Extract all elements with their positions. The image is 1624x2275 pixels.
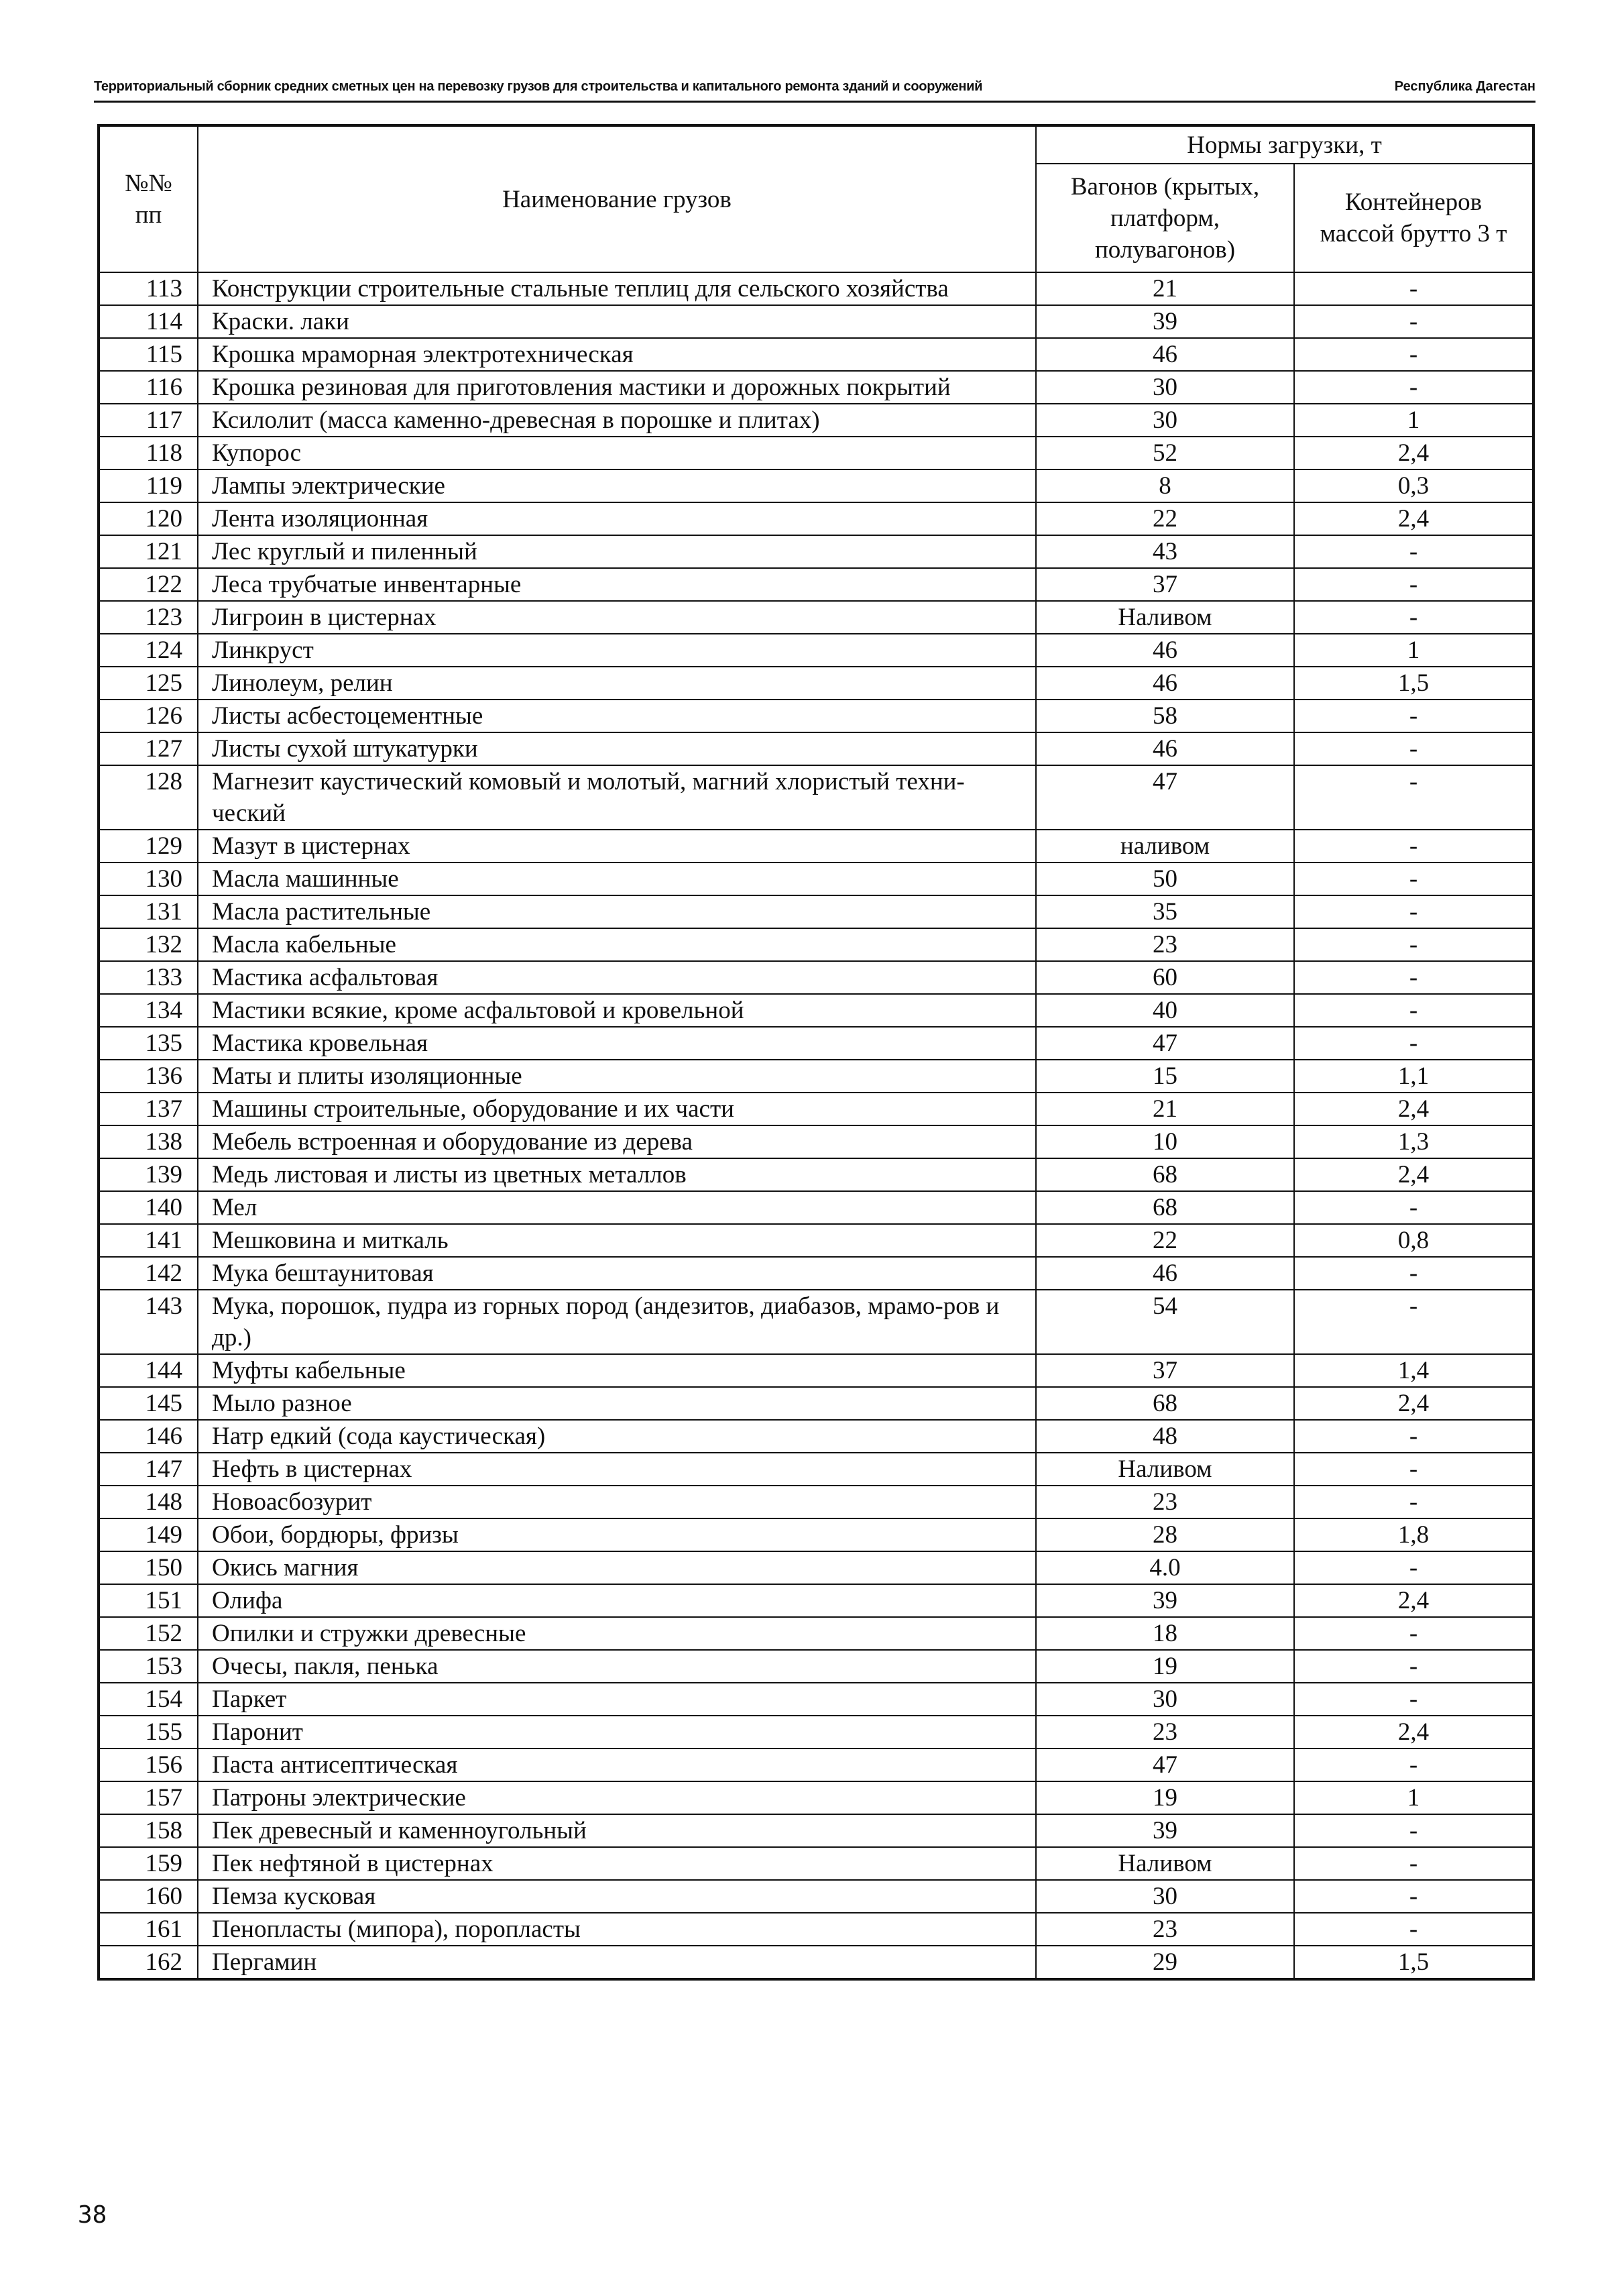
row-number: 123 bbox=[99, 601, 198, 634]
wagon-norm: 4.0 bbox=[1036, 1551, 1294, 1584]
row-number: 132 bbox=[99, 928, 198, 961]
cargo-name: Масла машинные bbox=[198, 863, 1036, 895]
column-header-name: Наименование грузов bbox=[198, 125, 1036, 272]
table-row bbox=[99, 1290, 1533, 1354]
wagon-norm: Наливом bbox=[1036, 1453, 1294, 1486]
wagon-norm: 30 bbox=[1036, 404, 1294, 437]
container-norm: 2,4 bbox=[1294, 1093, 1533, 1125]
table-row bbox=[99, 1486, 1533, 1518]
table-row bbox=[99, 1683, 1533, 1716]
table-row bbox=[99, 1093, 1533, 1125]
wagon-norm: 43 bbox=[1036, 535, 1294, 568]
container-norm: 1 bbox=[1294, 1781, 1533, 1814]
row-number: 118 bbox=[99, 437, 198, 469]
row-number: 121 bbox=[99, 535, 198, 568]
cargo-name: Машины строительные, оборудование и их части bbox=[198, 1093, 1036, 1125]
wagon-norm: 68 bbox=[1036, 1191, 1294, 1224]
row-number: 115 bbox=[99, 338, 198, 371]
cargo-name: Мебель встроенная и оборудование из дерева bbox=[198, 1125, 1036, 1158]
table-row bbox=[99, 700, 1533, 732]
cargo-name: Лампы электрические bbox=[198, 469, 1036, 502]
row-number: 141 bbox=[99, 1224, 198, 1257]
container-norm: 1,5 bbox=[1294, 1946, 1533, 1979]
wagon-norm: 15 bbox=[1036, 1060, 1294, 1093]
container-norm: 0,3 bbox=[1294, 469, 1533, 502]
column-header-norms: Нормы загрузки, т bbox=[1036, 125, 1533, 164]
row-number: 159 bbox=[99, 1847, 198, 1880]
table-row bbox=[99, 961, 1533, 994]
row-number: 131 bbox=[99, 895, 198, 928]
table-row bbox=[99, 1913, 1533, 1946]
table-row bbox=[99, 1847, 1533, 1880]
table-row bbox=[99, 371, 1533, 404]
row-number: 137 bbox=[99, 1093, 198, 1125]
row-number: 150 bbox=[99, 1551, 198, 1584]
container-norm: - bbox=[1294, 338, 1533, 371]
row-number: 113 bbox=[99, 272, 198, 305]
container-norm: - bbox=[1294, 272, 1533, 305]
table-row bbox=[99, 1584, 1533, 1617]
wagon-norm: 48 bbox=[1036, 1420, 1294, 1453]
container-norm: 2,4 bbox=[1294, 1387, 1533, 1420]
row-number: 124 bbox=[99, 634, 198, 667]
cargo-name: Мука бештаунитовая bbox=[198, 1257, 1036, 1290]
cargo-name: Окись магния bbox=[198, 1551, 1036, 1584]
container-norm: 1,1 bbox=[1294, 1060, 1533, 1093]
row-number: 122 bbox=[99, 568, 198, 601]
cargo-name: Опилки и стружки древесные bbox=[198, 1617, 1036, 1650]
wagon-norm: 30 bbox=[1036, 1880, 1294, 1913]
cargo-name: Лигроин в цистернах bbox=[198, 601, 1036, 634]
wagon-norm: 22 bbox=[1036, 502, 1294, 535]
table-row bbox=[99, 1191, 1533, 1224]
wagon-norm: 68 bbox=[1036, 1387, 1294, 1420]
container-norm: 2,4 bbox=[1294, 1584, 1533, 1617]
row-number: 148 bbox=[99, 1486, 198, 1518]
wagon-norm: 68 bbox=[1036, 1158, 1294, 1191]
container-norm: - bbox=[1294, 1814, 1533, 1847]
cargo-name: Магнезит каустический комовый и молотый, магний хлористый техни-ческий bbox=[198, 765, 1036, 830]
container-norm: - bbox=[1294, 863, 1533, 895]
container-norm: 1 bbox=[1294, 634, 1533, 667]
table-row bbox=[99, 1551, 1533, 1584]
container-norm: 1,3 bbox=[1294, 1125, 1533, 1158]
table-row bbox=[99, 1716, 1533, 1749]
container-norm: 2,4 bbox=[1294, 1158, 1533, 1191]
container-norm: 1 bbox=[1294, 404, 1533, 437]
cargo-name: Листы асбестоцементные bbox=[198, 700, 1036, 732]
cargo-name: Нефть в цистернах bbox=[198, 1453, 1036, 1486]
wagon-norm: 23 bbox=[1036, 1913, 1294, 1946]
table-row bbox=[99, 535, 1533, 568]
wagon-norm: 39 bbox=[1036, 1814, 1294, 1847]
container-norm: - bbox=[1294, 830, 1533, 863]
cargo-name: Мастика кровельная bbox=[198, 1027, 1036, 1060]
container-norm: - bbox=[1294, 700, 1533, 732]
wagon-norm: 39 bbox=[1036, 305, 1294, 338]
table-row bbox=[99, 863, 1533, 895]
cargo-name: Купорос bbox=[198, 437, 1036, 469]
container-norm: - bbox=[1294, 895, 1533, 928]
table-row bbox=[99, 404, 1533, 437]
cargo-name: Мастики всякие, кроме асфальтовой и кровельной bbox=[198, 994, 1036, 1027]
row-number: 153 bbox=[99, 1650, 198, 1683]
cargo-name: Линкруст bbox=[198, 634, 1036, 667]
row-number: 134 bbox=[99, 994, 198, 1027]
row-number: 140 bbox=[99, 1191, 198, 1224]
wagon-norm: 60 bbox=[1036, 961, 1294, 994]
header-divider bbox=[94, 101, 1535, 103]
collection-title: Территориальный сборник средних сметных цен на перевозку грузов для строительства и капитального ремонта зданий и сооружений bbox=[94, 79, 983, 94]
row-number: 129 bbox=[99, 830, 198, 863]
wagon-norm: 46 bbox=[1036, 634, 1294, 667]
cargo-name: Маты и плиты изоляционные bbox=[198, 1060, 1036, 1093]
cargo-name: Обои, бордюры, фризы bbox=[198, 1518, 1036, 1551]
cargo-name: Пергамин bbox=[198, 1946, 1036, 1979]
container-norm: - bbox=[1294, 1749, 1533, 1781]
container-norm: - bbox=[1294, 1847, 1533, 1880]
wagon-norm: наливом bbox=[1036, 830, 1294, 863]
table-row bbox=[99, 1354, 1533, 1387]
table-row bbox=[99, 305, 1533, 338]
container-norm: - bbox=[1294, 1453, 1533, 1486]
cargo-name: Новоасбозурит bbox=[198, 1486, 1036, 1518]
wagon-norm: 46 bbox=[1036, 1257, 1294, 1290]
cargo-name: Листы сухой штукатурки bbox=[198, 732, 1036, 765]
row-number: 116 bbox=[99, 371, 198, 404]
table-row bbox=[99, 1257, 1533, 1290]
column-header-number: №№ пп bbox=[99, 125, 198, 272]
row-number: 151 bbox=[99, 1584, 198, 1617]
cargo-name: Линолеум, релин bbox=[198, 667, 1036, 700]
table-body bbox=[99, 272, 1533, 1979]
row-number: 142 bbox=[99, 1257, 198, 1290]
container-norm: 1,5 bbox=[1294, 667, 1533, 700]
container-norm: - bbox=[1294, 1191, 1533, 1224]
container-norm: - bbox=[1294, 601, 1533, 634]
table-row bbox=[99, 338, 1533, 371]
wagon-norm: 28 bbox=[1036, 1518, 1294, 1551]
container-norm: - bbox=[1294, 568, 1533, 601]
wagon-norm: 52 bbox=[1036, 437, 1294, 469]
table-row bbox=[99, 1880, 1533, 1913]
table-row bbox=[99, 1027, 1533, 1060]
row-number: 149 bbox=[99, 1518, 198, 1551]
row-number: 157 bbox=[99, 1781, 198, 1814]
container-norm: - bbox=[1294, 371, 1533, 404]
cargo-name: Крошка мраморная электротехническая bbox=[198, 338, 1036, 371]
cargo-name: Крошка резиновая для приготовления мастики и дорожных покрытий bbox=[198, 371, 1036, 404]
wagon-norm: 47 bbox=[1036, 1027, 1294, 1060]
table-row bbox=[99, 1453, 1533, 1486]
table-row bbox=[99, 601, 1533, 634]
cargo-name: Краски. лаки bbox=[198, 305, 1036, 338]
table-row bbox=[99, 1749, 1533, 1781]
cargo-name: Лес круглый и пиленный bbox=[198, 535, 1036, 568]
cargo-name: Олифа bbox=[198, 1584, 1036, 1617]
table-row bbox=[99, 928, 1533, 961]
cargo-name: Паста антисептическая bbox=[198, 1749, 1036, 1781]
cargo-name: Конструкции строительные стальные теплиц для сельского хозяйства bbox=[198, 272, 1036, 305]
row-number: 162 bbox=[99, 1946, 198, 1979]
table-row bbox=[99, 667, 1533, 700]
wagon-norm: 21 bbox=[1036, 1093, 1294, 1125]
table-row bbox=[99, 1814, 1533, 1847]
cargo-name: Масла растительные bbox=[198, 895, 1036, 928]
row-number: 119 bbox=[99, 469, 198, 502]
table-row bbox=[99, 568, 1533, 601]
row-number: 125 bbox=[99, 667, 198, 700]
wagon-norm: 47 bbox=[1036, 765, 1294, 830]
table-row bbox=[99, 1224, 1533, 1257]
cargo-name: Патроны электрические bbox=[198, 1781, 1036, 1814]
container-norm: - bbox=[1294, 961, 1533, 994]
container-norm: - bbox=[1294, 535, 1533, 568]
row-number: 133 bbox=[99, 961, 198, 994]
container-norm: 2,4 bbox=[1294, 437, 1533, 469]
cargo-name: Мука, порошок, пудра из горных пород (андезитов, диабазов, мрамо-ров и др.) bbox=[198, 1290, 1036, 1354]
wagon-norm: 8 bbox=[1036, 469, 1294, 502]
cargo-name: Масла кабельные bbox=[198, 928, 1036, 961]
container-norm: - bbox=[1294, 1617, 1533, 1650]
wagon-norm: 37 bbox=[1036, 1354, 1294, 1387]
wagon-norm: 46 bbox=[1036, 667, 1294, 700]
cargo-name: Пенопласты (мипора), поропласты bbox=[198, 1913, 1036, 1946]
cargo-name: Мешковина и миткаль bbox=[198, 1224, 1036, 1257]
container-norm: - bbox=[1294, 1913, 1533, 1946]
cargo-name: Пек древесный и каменноугольный bbox=[198, 1814, 1036, 1847]
wagon-norm: Наливом bbox=[1036, 1847, 1294, 1880]
column-header-wagons: Вагонов (крытых, платформ, полувагонов) bbox=[1036, 164, 1294, 272]
container-norm: - bbox=[1294, 994, 1533, 1027]
table-row bbox=[99, 1125, 1533, 1158]
container-norm: 2,4 bbox=[1294, 1716, 1533, 1749]
row-number: 126 bbox=[99, 700, 198, 732]
cargo-name: Лента изоляционная bbox=[198, 502, 1036, 535]
container-norm: - bbox=[1294, 1683, 1533, 1716]
container-norm: - bbox=[1294, 928, 1533, 961]
table-row bbox=[99, 732, 1533, 765]
row-number: 146 bbox=[99, 1420, 198, 1453]
row-number: 145 bbox=[99, 1387, 198, 1420]
wagon-norm: 54 bbox=[1036, 1290, 1294, 1354]
wagon-norm: 23 bbox=[1036, 1716, 1294, 1749]
row-number: 147 bbox=[99, 1453, 198, 1486]
table-row bbox=[99, 437, 1533, 469]
row-number: 114 bbox=[99, 305, 198, 338]
wagon-norm: 39 bbox=[1036, 1584, 1294, 1617]
cargo-name: Мел bbox=[198, 1191, 1036, 1224]
container-norm: 2,4 bbox=[1294, 502, 1533, 535]
wagon-norm: 22 bbox=[1036, 1224, 1294, 1257]
container-norm: - bbox=[1294, 1486, 1533, 1518]
row-number: 117 bbox=[99, 404, 198, 437]
wagon-norm: 58 bbox=[1036, 700, 1294, 732]
container-norm: - bbox=[1294, 1027, 1533, 1060]
row-number: 155 bbox=[99, 1716, 198, 1749]
container-norm: - bbox=[1294, 765, 1533, 830]
table-row bbox=[99, 1158, 1533, 1191]
row-number: 160 bbox=[99, 1880, 198, 1913]
region-name: Республика Дагестан bbox=[1394, 79, 1535, 94]
table-row bbox=[99, 502, 1533, 535]
container-norm: - bbox=[1294, 1257, 1533, 1290]
cargo-name: Муфты кабельные bbox=[198, 1354, 1036, 1387]
wagon-norm: 10 bbox=[1036, 1125, 1294, 1158]
loading-norms-table bbox=[97, 124, 1535, 1981]
cargo-name: Мазут в цистернах bbox=[198, 830, 1036, 863]
container-norm: 1,4 bbox=[1294, 1354, 1533, 1387]
row-number: 156 bbox=[99, 1749, 198, 1781]
container-norm: - bbox=[1294, 732, 1533, 765]
cargo-name: Леса трубчатые инвентарные bbox=[198, 568, 1036, 601]
table-row bbox=[99, 994, 1533, 1027]
cargo-name: Натр едкий (сода каустическая) bbox=[198, 1420, 1036, 1453]
row-number: 128 bbox=[99, 765, 198, 830]
wagon-norm: 23 bbox=[1036, 1486, 1294, 1518]
wagon-norm: 19 bbox=[1036, 1781, 1294, 1814]
cargo-name: Очесы, пакля, пенька bbox=[198, 1650, 1036, 1683]
cargo-name: Паркет bbox=[198, 1683, 1036, 1716]
wagon-norm: 21 bbox=[1036, 272, 1294, 305]
wagon-norm: 30 bbox=[1036, 1683, 1294, 1716]
wagon-norm: Наливом bbox=[1036, 601, 1294, 634]
wagon-norm: 47 bbox=[1036, 1749, 1294, 1781]
row-number: 127 bbox=[99, 732, 198, 765]
row-number: 158 bbox=[99, 1814, 198, 1847]
wagon-norm: 35 bbox=[1036, 895, 1294, 928]
wagon-norm: 29 bbox=[1036, 1946, 1294, 1979]
table-row bbox=[99, 1060, 1533, 1093]
cargo-name: Медь листовая и листы из цветных металлов bbox=[198, 1158, 1036, 1191]
row-number: 152 bbox=[99, 1617, 198, 1650]
table-row bbox=[99, 895, 1533, 928]
wagon-norm: 50 bbox=[1036, 863, 1294, 895]
row-number: 135 bbox=[99, 1027, 198, 1060]
wagon-norm: 23 bbox=[1036, 928, 1294, 961]
table-row bbox=[99, 1781, 1533, 1814]
table-row bbox=[99, 272, 1533, 305]
container-norm: - bbox=[1294, 1290, 1533, 1354]
column-header-containers: Контейнеров массой брутто 3 т bbox=[1294, 164, 1533, 272]
container-norm: - bbox=[1294, 305, 1533, 338]
table-row bbox=[99, 1518, 1533, 1551]
cargo-name: Ксилолит (масса каменно-древесная в порошке и плитах) bbox=[198, 404, 1036, 437]
cargo-name: Мастика асфальтовая bbox=[198, 961, 1036, 994]
cargo-name: Пемза кусковая bbox=[198, 1880, 1036, 1913]
table-row bbox=[99, 765, 1533, 830]
wagon-norm: 30 bbox=[1036, 371, 1294, 404]
table-row bbox=[99, 1617, 1533, 1650]
wagon-norm: 46 bbox=[1036, 338, 1294, 371]
wagon-norm: 46 bbox=[1036, 732, 1294, 765]
row-number: 143 bbox=[99, 1290, 198, 1354]
page-number: 38 bbox=[78, 2201, 107, 2229]
table-row bbox=[99, 1387, 1533, 1420]
cargo-name: Паронит bbox=[198, 1716, 1036, 1749]
cargo-name: Мыло разное bbox=[198, 1387, 1036, 1420]
row-number: 154 bbox=[99, 1683, 198, 1716]
container-norm: 1,8 bbox=[1294, 1518, 1533, 1551]
row-number: 161 bbox=[99, 1913, 198, 1946]
table-row bbox=[99, 830, 1533, 863]
wagon-norm: 40 bbox=[1036, 994, 1294, 1027]
cargo-name: Пек нефтяной в цистернах bbox=[198, 1847, 1036, 1880]
table-row bbox=[99, 1420, 1533, 1453]
row-number: 144 bbox=[99, 1354, 198, 1387]
row-number: 120 bbox=[99, 502, 198, 535]
wagon-norm: 37 bbox=[1036, 568, 1294, 601]
row-number: 138 bbox=[99, 1125, 198, 1158]
container-norm: - bbox=[1294, 1551, 1533, 1584]
wagon-norm: 19 bbox=[1036, 1650, 1294, 1683]
row-number: 136 bbox=[99, 1060, 198, 1093]
row-number: 139 bbox=[99, 1158, 198, 1191]
row-number: 130 bbox=[99, 863, 198, 895]
container-norm: - bbox=[1294, 1650, 1533, 1683]
table-row bbox=[99, 469, 1533, 502]
table-row bbox=[99, 1946, 1533, 1979]
table-row bbox=[99, 1650, 1533, 1683]
table-row bbox=[99, 634, 1533, 667]
wagon-norm: 18 bbox=[1036, 1617, 1294, 1650]
container-norm: - bbox=[1294, 1880, 1533, 1913]
container-norm: 0,8 bbox=[1294, 1224, 1533, 1257]
container-norm: - bbox=[1294, 1420, 1533, 1453]
